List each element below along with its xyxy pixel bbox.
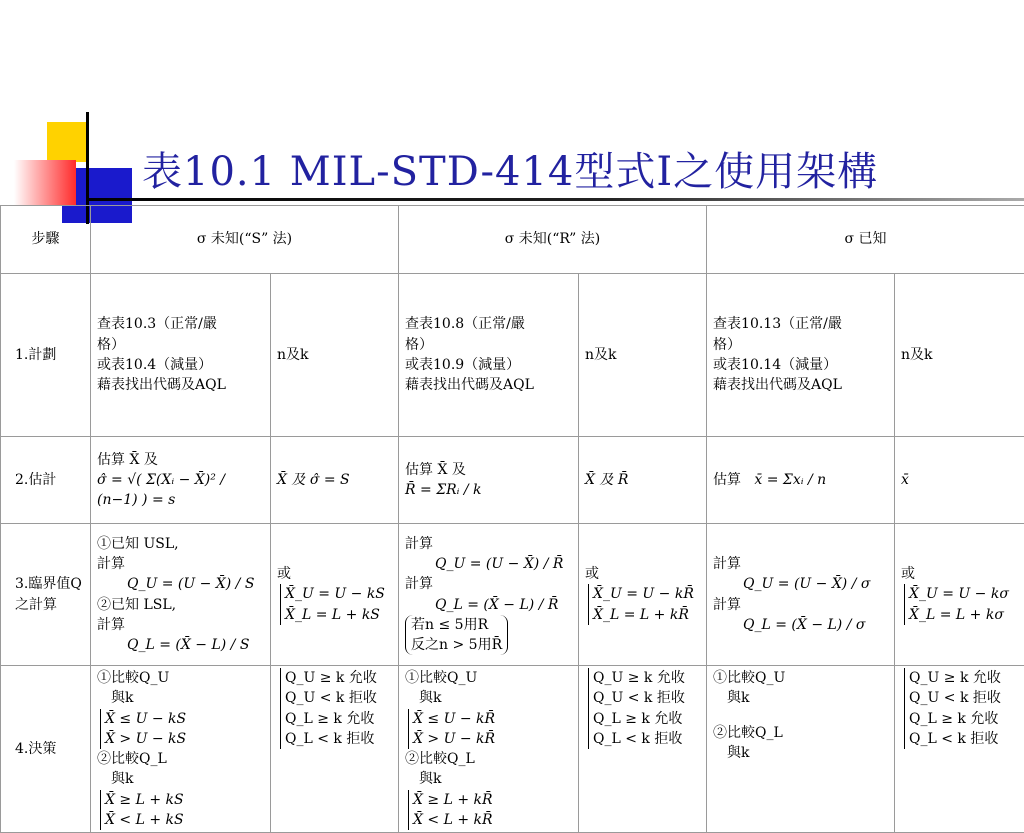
plan-r-result: n及k [579, 274, 707, 437]
decor-horizontal-line [86, 198, 1024, 201]
table-row-plan [1, 274, 1024, 437]
estimate-s-result: X̄ 及 σ̂ = S [271, 437, 399, 524]
decision-s-compare: ①比較Q_U 與k X̄ ≤ U − kS X̄ > U − kS ②比較Q_L 與k X̄ ≥ L + kS X̄ < L + kS [91, 666, 271, 833]
step-decision: 4.決策 [1, 666, 91, 833]
estimate-known-result: x̄ [895, 437, 1024, 524]
header-sigma-known: σ 已知 [707, 206, 1024, 274]
critical-known-formula: 計算 Q_U = (U − X̄) / σ 計算 Q_L = (X̄ − L) / σ [707, 524, 895, 666]
mil-std-414-table [0, 205, 1024, 833]
estimate-s-formula: 估算 X̄ 及 σ̂ = √( Σ(Xᵢ − X̄)² / (n−1) ) = s [91, 437, 271, 524]
critical-r-formula: 計算 Q_U = (U − X̄) / R̄ 計算 Q_L = (X̄ − L) / R̄ 若n ≤ 5用R 反之n > 5用R̄ [399, 524, 579, 666]
estimate-r-formula: 估算 X̄ 及 R̄ = ΣRᵢ / k [399, 437, 579, 524]
table-row-critical [1, 524, 1024, 666]
decision-r-accept: Q_U ≥ k 允收 Q_U < k 拒收 Q_L ≥ k 允收 Q_L < k 拒收 [579, 666, 707, 833]
decision-known-compare: ①比較Q_U 與k ②比較Q_L 與k [707, 666, 895, 833]
table-header-row [1, 206, 1024, 274]
table-row-decision [1, 666, 1024, 833]
critical-r-alt: 或 X̄_U = U − kR̄ X̄_L = L + kR̄ [579, 524, 707, 666]
decision-r-compare: ①比較Q_U 與k X̄ ≤ U − kR̄ X̄ > U − kR̄ ②比較Q_L 與k X̄ ≥ L + kR̄ X̄ < L + kR̄ [399, 666, 579, 833]
slide-title: 表10.1 MIL-STD-414型式Ⅰ之使用架構 [142, 140, 878, 197]
header-step: 步驟 [1, 206, 91, 274]
plan-s-lookup: 查表10.3（正常/嚴 格） 或表10.4（減量） 藉表找出代碼及AQL [91, 274, 271, 437]
header-r-method: σ 未知(“R” 法) [399, 206, 707, 274]
decision-s-accept: Q_U ≥ k 允收 Q_U < k 拒收 Q_L ≥ k 允收 Q_L < k 拒收 [271, 666, 399, 833]
plan-s-result: n及k [271, 274, 399, 437]
plan-known-lookup: 查表10.13（正常/嚴 格） 或表10.14（減量） 藉表找出代碼及AQL [707, 274, 895, 437]
step-estimate: 2.估計 [1, 437, 91, 524]
decor-yellow-square [47, 122, 87, 162]
estimate-r-result: X̄ 及 R̄ [579, 437, 707, 524]
decor-red-gradient-square [14, 160, 76, 205]
step-critical: 3.臨界值Q之計算 [1, 524, 91, 666]
critical-s-alt: 或 X̄_U = U − kS X̄_L = L + kS [271, 524, 399, 666]
step-plan: 1.計劃 [1, 274, 91, 437]
decision-known-accept: Q_U ≥ k 允收 Q_U < k 拒收 Q_L ≥ k 允收 Q_L < k 拒收 [895, 666, 1024, 833]
plan-known-result: n及k [895, 274, 1024, 437]
critical-known-alt: 或 X̄_U = U − kσ X̄_L = L + kσ [895, 524, 1024, 666]
table-row-estimate [1, 437, 1024, 524]
plan-r-lookup: 查表10.8（正常/嚴 格） 或表10.9（減量） 藉表找出代碼及AQL [399, 274, 579, 437]
estimate-known-formula: 估算 x̄ = Σxᵢ / n [707, 437, 895, 524]
header-s-method: σ 未知(“S” 法) [91, 206, 399, 274]
critical-s-formula: ①已知 USL, 計算 Q_U = (U − X̄) / S ②已知 LSL, 計算 Q_L = (X̄ − L) / S [91, 524, 271, 666]
